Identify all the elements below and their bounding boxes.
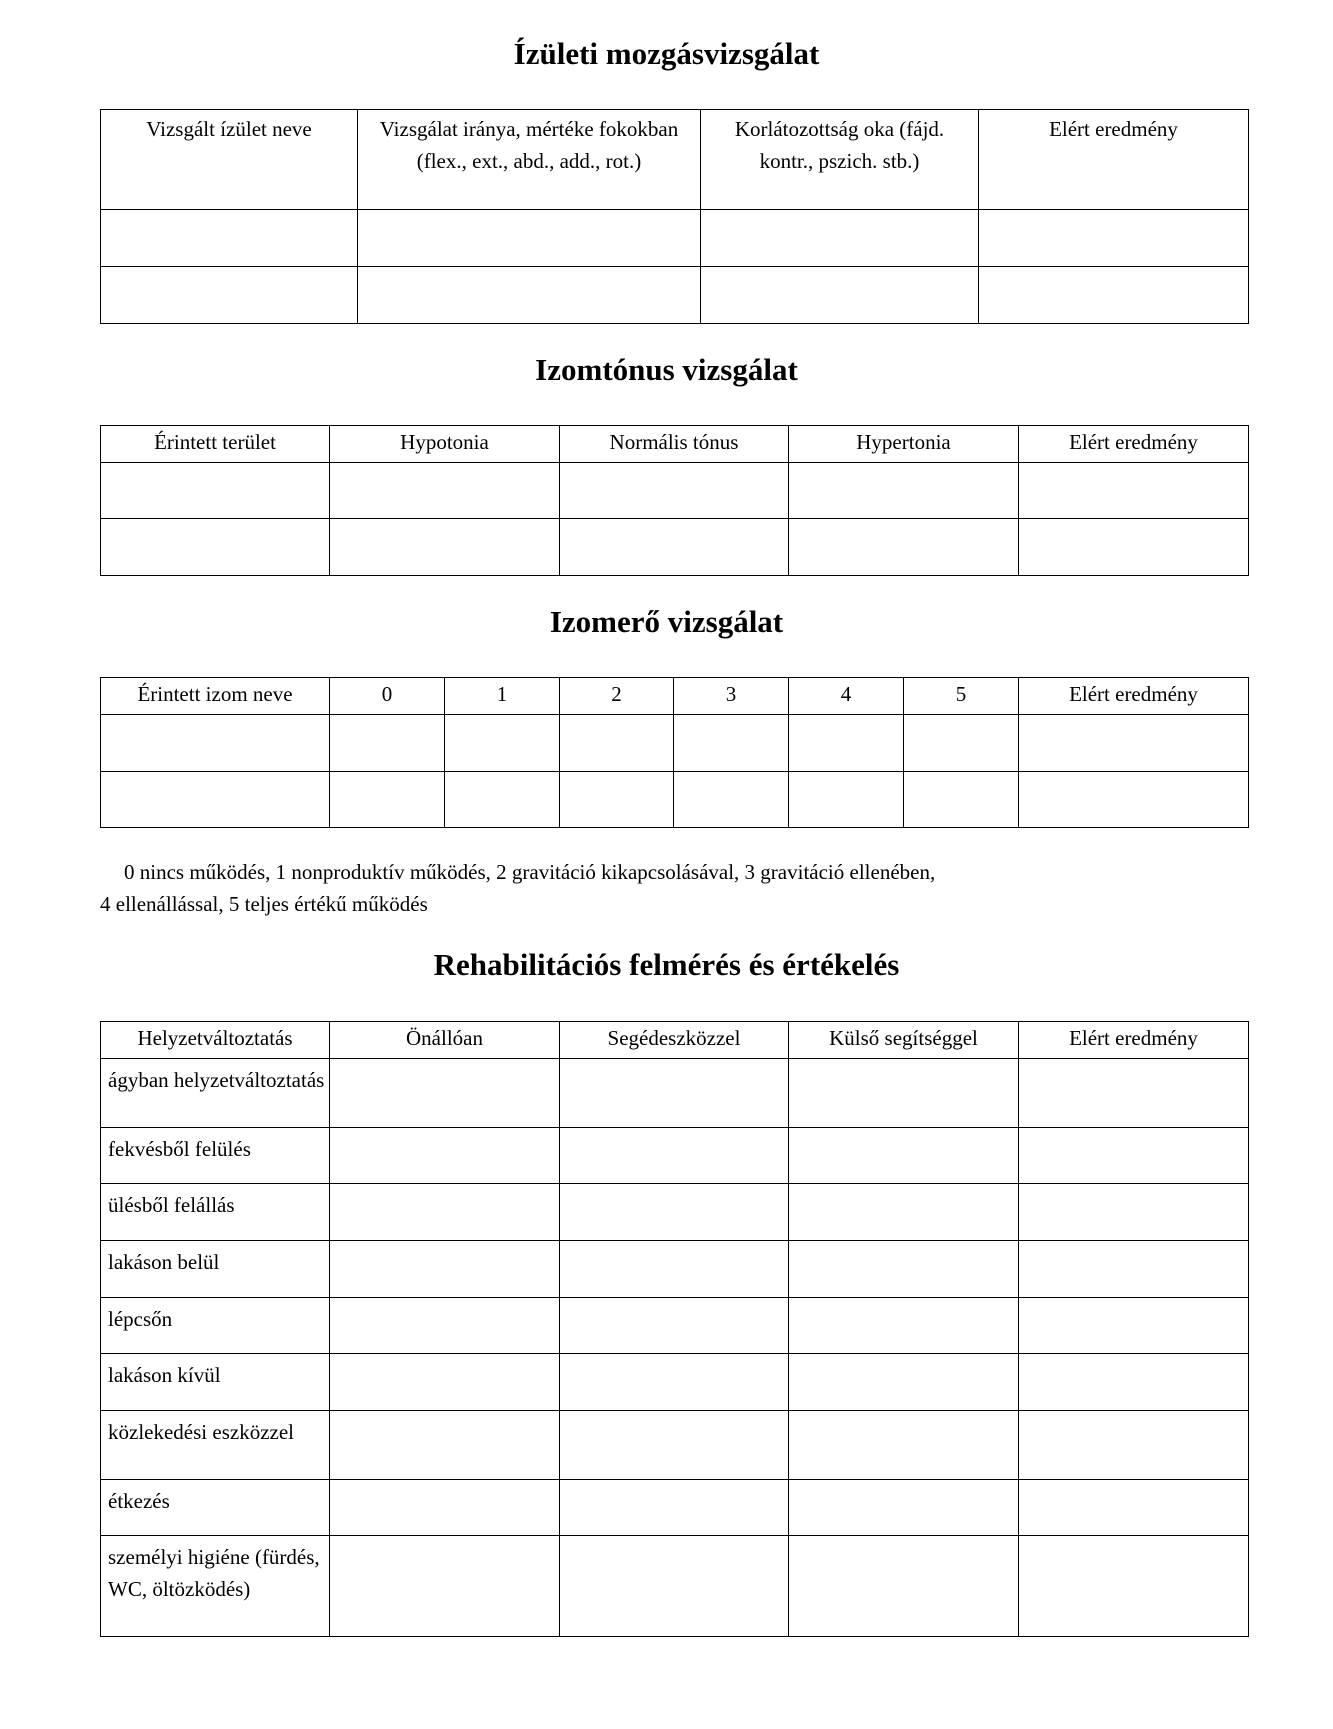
table-cell[interactable]: [1019, 1298, 1249, 1354]
table-cell[interactable]: [560, 519, 789, 576]
table-cell[interactable]: [674, 772, 789, 828]
table-cell[interactable]: [701, 210, 979, 267]
table-row: [101, 1354, 1249, 1411]
table-cell[interactable]: [330, 1059, 560, 1128]
rehab-header-cell: Helyzetváltoztatás: [101, 1022, 330, 1059]
table-cell[interactable]: [789, 1354, 1019, 1411]
row-label: étkezés: [101, 1480, 330, 1536]
izomtonus-header-cell: Hypertonia: [789, 426, 1019, 463]
izomtonus-header-cell: Elért eredmény: [1019, 426, 1249, 463]
table-cell[interactable]: [560, 1298, 789, 1354]
row-label: ülésből felállás: [101, 1184, 330, 1241]
table-cell[interactable]: [674, 715, 789, 772]
table-cell[interactable]: [358, 210, 701, 267]
table-cell[interactable]: [904, 772, 1019, 828]
table-cell[interactable]: [330, 1411, 560, 1480]
table-cell[interactable]: [1019, 519, 1249, 576]
table-row: [101, 1480, 1249, 1536]
row-label: közlekedési eszközzel: [101, 1411, 330, 1480]
izuleti-header-cell: Vizsgálat iránya, mértéke fokokban (flex., ext., abd., add., rot.): [358, 110, 701, 210]
table-cell[interactable]: [1019, 1059, 1249, 1128]
izomtonus-table: [100, 425, 1249, 576]
table-row: [101, 210, 1249, 267]
rehab-table: [100, 1021, 1249, 1637]
table-cell[interactable]: [789, 1298, 1019, 1354]
table-cell[interactable]: [1019, 463, 1249, 519]
table-cell[interactable]: [789, 1184, 1019, 1241]
table-cell[interactable]: [560, 1480, 789, 1536]
table-cell[interactable]: [560, 1536, 789, 1637]
table-cell[interactable]: [904, 715, 1019, 772]
table-cell[interactable]: [101, 267, 358, 324]
table-cell[interactable]: [101, 519, 330, 576]
izomtonus-header-cell: Normális tónus: [560, 426, 789, 463]
table-cell[interactable]: [1019, 715, 1249, 772]
izomero-header-cell: Elért eredmény: [1019, 678, 1249, 715]
table-cell[interactable]: [1019, 1411, 1249, 1480]
table-cell[interactable]: [330, 1480, 560, 1536]
izomtonus-title: Izomtónus vizsgálat: [535, 352, 798, 387]
table-cell[interactable]: [330, 1241, 560, 1298]
izuleti-table: [100, 109, 1249, 324]
row-label: fekvésből felülés: [101, 1128, 330, 1184]
table-row: [101, 267, 1249, 324]
izomero-header-cell: Érintett izom neve: [101, 678, 330, 715]
table-cell[interactable]: [789, 1128, 1019, 1184]
table-cell[interactable]: [1019, 1480, 1249, 1536]
row-label: lakáson belül: [101, 1241, 330, 1298]
izomero-header-cell: 4: [789, 678, 904, 715]
row-label: lakáson kívül: [101, 1354, 330, 1411]
table-cell[interactable]: [789, 1480, 1019, 1536]
izomero-header-cell: 3: [674, 678, 789, 715]
table-cell[interactable]: [560, 715, 674, 772]
izuleti-header-cell: Elért eredmény: [979, 110, 1249, 210]
table-cell[interactable]: [358, 267, 701, 324]
table-cell[interactable]: [101, 772, 330, 828]
table-row: [101, 1536, 1249, 1637]
table-cell[interactable]: [789, 715, 904, 772]
table-cell[interactable]: [789, 463, 1019, 519]
table-cell[interactable]: [701, 267, 979, 324]
izomero-table: [100, 677, 1249, 828]
row-label: személyi higiéne (fürdés, WC, öltözködés): [101, 1536, 330, 1637]
rehab-header-cell: Segédeszközzel: [560, 1022, 789, 1059]
table-cell[interactable]: [1019, 1354, 1249, 1411]
izomero-title: Izomerő vizsgálat: [549, 604, 784, 639]
izomtonus-header-cell: Érintett terület: [101, 426, 330, 463]
table-cell[interactable]: [330, 1354, 560, 1411]
table-row: [101, 1128, 1249, 1184]
table-cell[interactable]: [330, 1536, 560, 1637]
table-row: [101, 1059, 1249, 1128]
table-cell[interactable]: [789, 1059, 1019, 1128]
rehab-header-cell: Elért eredmény: [1019, 1022, 1249, 1059]
table-cell[interactable]: [560, 1059, 789, 1128]
izomtonus-header-cell: Hypotonia: [330, 426, 560, 463]
row-label: ágyban helyzetváltoztatás: [101, 1059, 330, 1128]
table-cell[interactable]: [330, 1298, 560, 1354]
table-row: [101, 1298, 1249, 1354]
table-cell[interactable]: [445, 772, 560, 828]
table-cell[interactable]: [330, 1184, 560, 1241]
izuleti-header-cell: Vizsgált ízület neve: [101, 110, 358, 210]
row-label: lépcsőn: [101, 1298, 330, 1354]
table-cell[interactable]: [101, 463, 330, 519]
table-row: [101, 772, 1249, 828]
table-cell[interactable]: [560, 463, 789, 519]
table-cell[interactable]: [560, 1241, 789, 1298]
table-cell[interactable]: [330, 519, 560, 576]
table-cell[interactable]: [560, 1128, 789, 1184]
table-cell[interactable]: [101, 210, 358, 267]
table-cell[interactable]: [445, 715, 560, 772]
table-cell[interactable]: [789, 1241, 1019, 1298]
izomero-header-cell: 0: [330, 678, 445, 715]
table-cell[interactable]: [789, 772, 904, 828]
table-cell[interactable]: [1019, 1184, 1249, 1241]
table-row: [101, 1184, 1249, 1241]
table-row: [101, 1411, 1249, 1480]
table-cell[interactable]: [330, 715, 445, 772]
izomero-legend-line2: 4 ellenállással, 5 teljes értékű működés: [100, 892, 428, 916]
izomero-legend-line1: 0 nincs működés, 1 nonproduktív működés, 2 gravitáció kikapcsolásával, 3 gravitáció ellenében,: [124, 860, 936, 884]
table-cell[interactable]: [330, 463, 560, 519]
rehab-header-cell: Külső segítséggel: [789, 1022, 1019, 1059]
table-row: [101, 463, 1249, 519]
table-cell[interactable]: [979, 267, 1249, 324]
table-cell[interactable]: [789, 1536, 1019, 1637]
izomero-header-cell: 5: [904, 678, 1019, 715]
table-cell[interactable]: [560, 772, 674, 828]
table-cell[interactable]: [789, 1411, 1019, 1480]
table-cell[interactable]: [330, 1128, 560, 1184]
rehab-title: Rehabilitációs felmérés és értékelés: [433, 947, 900, 982]
table-cell[interactable]: [560, 1184, 789, 1241]
table-cell[interactable]: [101, 715, 330, 772]
table-cell[interactable]: [560, 1411, 789, 1480]
izuleti-header-cell: Korlátozottság oka (fájd. kontr., pszich. stb.): [701, 110, 979, 210]
table-cell[interactable]: [1019, 1241, 1249, 1298]
table-row: [101, 1241, 1249, 1298]
table-cell[interactable]: [979, 210, 1249, 267]
table-cell[interactable]: [1019, 1128, 1249, 1184]
izomero-header-cell: 1: [445, 678, 560, 715]
table-cell[interactable]: [330, 772, 445, 828]
izuleti-title: Ízületi mozgásvizsgálat: [513, 36, 820, 71]
table-cell[interactable]: [560, 1354, 789, 1411]
table-cell[interactable]: [789, 519, 1019, 576]
table-cell[interactable]: [1019, 772, 1249, 828]
table-row: [101, 519, 1249, 576]
izomero-header-cell: 2: [560, 678, 674, 715]
table-cell[interactable]: [1019, 1536, 1249, 1637]
rehab-header-cell: Önállóan: [330, 1022, 560, 1059]
table-row: [101, 715, 1249, 772]
